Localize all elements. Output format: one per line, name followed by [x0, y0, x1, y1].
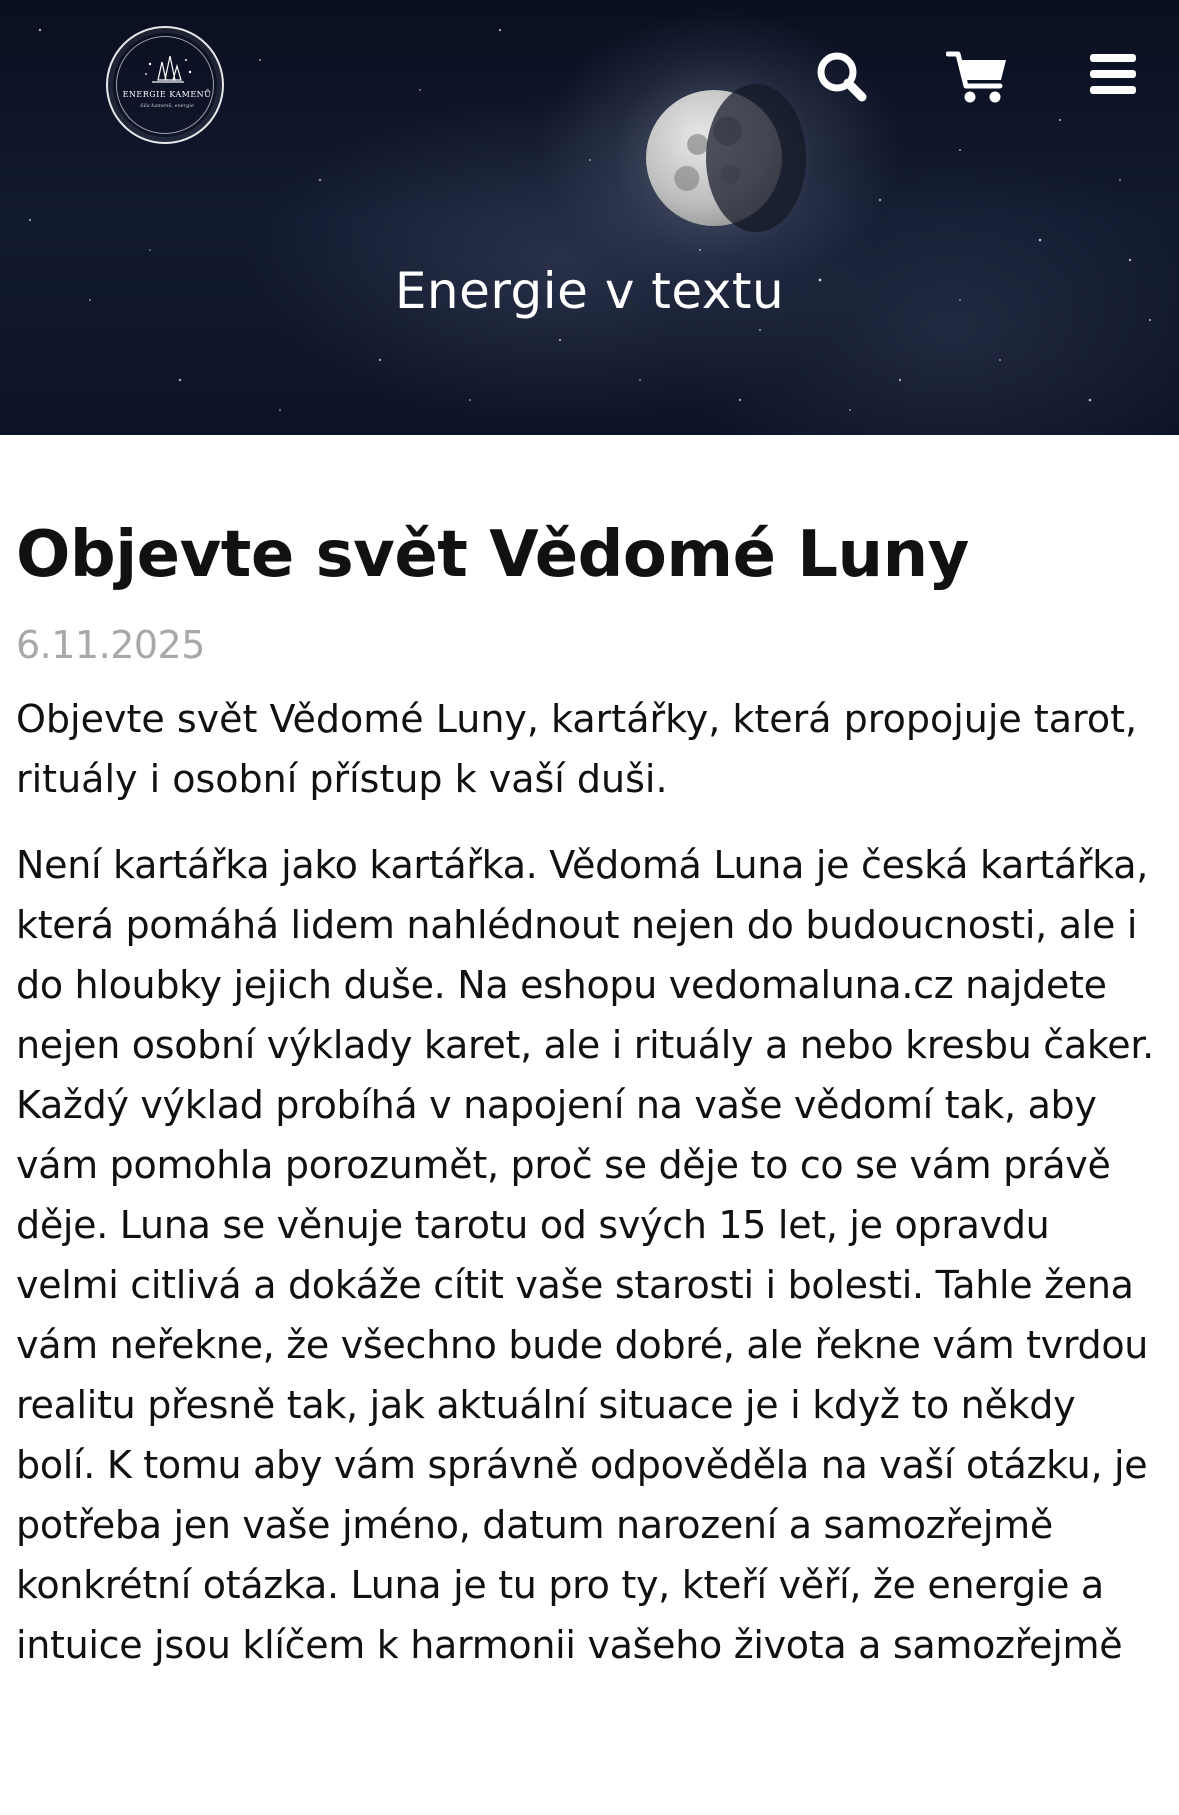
article-date: 6.11.2025: [16, 622, 205, 667]
logo-text: ENERGIE KAMENŮ: [122, 90, 212, 99]
search-button[interactable]: [812, 48, 872, 108]
article-body: Není kartářka jako kartářka. Vědomá Luna je česká kartářka, která pomáhá lidem nahlédnout nejen do budoucnosti, ale i do hloubky jejich duše. Na eshopu vedomaluna.cz najdete nejen osobní výklady karet, ale i rituály a nebo kresbu čaker. Každý výklad probíhá v napojení na vaše vědomí tak, aby vám pomohla porozumět, proč se děje to co se vám právě děje. Luna se věnuje tarotu od svých 15 let, je opravdu velmi citlivá a dokáže cítit vaše starosti i bolesti. Tahle žena vám neřekne, že všechno bude dobré, ale řekne vám tvrdou realitu přesně tak, jak aktuální situace je i když to někdy bolí. K tomu aby vám správně odpověděla na vaší otázku, je potřeba jen vaše jméno, datum narození a samozřejmě konkrétní otázka. Luna je tu pro ty, kteří věří, že energie a intuice jsou klíčem k harmonii vašeho života a samozřejmě: [16, 842, 1154, 1667]
cart-icon: [946, 48, 1010, 108]
moon-image: [646, 90, 782, 226]
article-title: Objevte svět Vědomé Luny: [16, 518, 969, 592]
hamburger-menu-icon: [1088, 48, 1140, 108]
logo-tagline: Síla kamenů, energie: [140, 103, 194, 109]
article-content: [0, 519, 1179, 1675]
article-lead: Objevte svět Vědomé Luny, kartářky, která propojuje tarot, rituály i osobní přístup k vaší duši.: [16, 696, 1138, 801]
site-logo[interactable]: [106, 26, 224, 144]
cart-button[interactable]: [946, 48, 1006, 108]
logo-crystal-icon: [108, 28, 226, 146]
hero-title: Energie v textu: [394, 262, 785, 320]
search-icon: [812, 48, 872, 108]
menu-button[interactable]: [1088, 48, 1148, 108]
hero-header: [0, 0, 1179, 435]
